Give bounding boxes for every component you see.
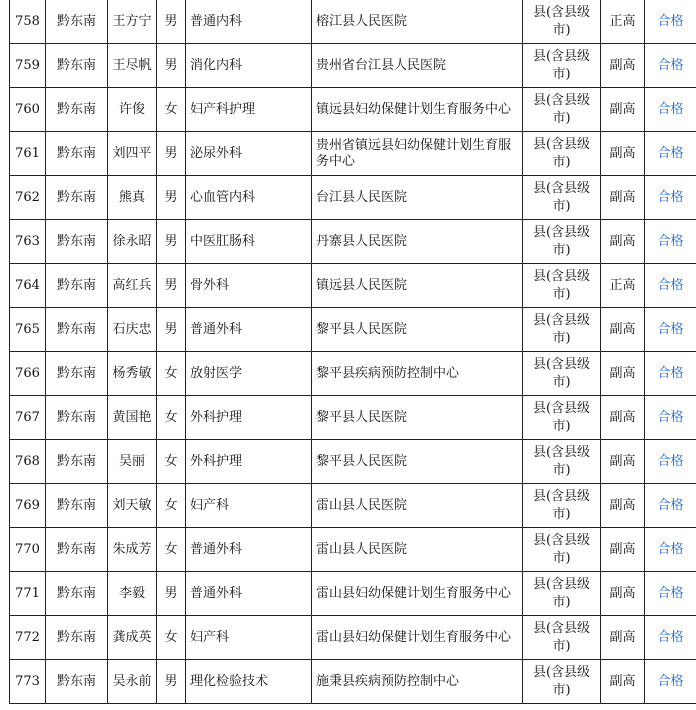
table-row [10,352,696,396]
region-cell: 黔东南 [46,132,108,176]
level-line-2: 市) [552,330,571,346]
sex-cell: 女 [157,440,186,484]
name-cell: 刘四平 [108,132,157,176]
employer-cell: 雷山县人民医院 [312,528,523,572]
table-row [10,572,696,616]
region-cell: 黔东南 [46,264,108,308]
level-line-1: 县(含县级 [532,532,591,548]
title-cell: 副高 [601,396,645,440]
result-cell[interactable]: 合格 [645,484,696,528]
row-number: 758 [10,0,46,44]
name-cell: 龚成英 [108,616,157,660]
result-cell[interactable]: 合格 [645,308,696,352]
title-cell: 副高 [601,132,645,176]
level-line-2: 市) [552,110,571,126]
sex-cell: 男 [157,660,186,704]
employer-cell: 镇远县人民医院 [312,264,523,308]
table-row [10,176,696,220]
name-cell: 李毅 [108,572,157,616]
employer-cell: 贵州省台江县人民医院 [312,44,523,88]
table-row [10,132,696,176]
level-line-2: 市) [552,462,571,478]
sex-cell: 女 [157,88,186,132]
specialty-cell: 妇产科 [186,616,312,660]
region-cell: 黔东南 [46,308,108,352]
level-line-2: 市) [552,550,571,566]
name-cell: 吴丽 [108,440,157,484]
level-line-2: 市) [552,198,571,214]
level-line-1: 县(含县级 [532,400,591,416]
region-cell: 黔东南 [46,440,108,484]
row-number: 768 [10,440,46,484]
level-line-2: 市) [552,154,571,170]
sex-cell: 女 [157,528,186,572]
result-cell[interactable]: 合格 [645,44,696,88]
specialty-cell: 中医肛肠科 [186,220,312,264]
table-row [10,528,696,572]
table-row [10,616,696,660]
sex-cell: 男 [157,132,186,176]
row-number: 760 [10,88,46,132]
level-line-1: 县(含县级 [532,92,591,108]
row-number: 772 [10,616,46,660]
level-cell [523,484,601,528]
employer-cell: 黎平县疾病预防控制中心 [312,352,523,396]
table-row [10,484,696,528]
name-cell: 吴永前 [108,660,157,704]
level-cell [523,132,601,176]
row-number: 770 [10,528,46,572]
name-cell: 王方宁 [108,0,157,44]
sex-cell: 男 [157,264,186,308]
name-cell: 刘天敏 [108,484,157,528]
level-line-1: 县(含县级 [532,4,591,20]
level-line-1: 县(含县级 [532,268,591,284]
region-cell: 黔东南 [46,660,108,704]
table-row [10,88,696,132]
result-cell[interactable]: 合格 [645,88,696,132]
table-row [10,0,696,44]
level-cell [523,440,601,484]
specialty-cell: 妇产科 [186,484,312,528]
results-table-sheet [9,0,696,704]
level-line-1: 县(含县级 [532,224,591,240]
title-cell: 副高 [601,176,645,220]
employer-cell: 贵州省镇远县妇幼保健计划生育服务中心 [312,132,523,176]
level-line-2: 市) [552,594,571,610]
region-cell: 黔东南 [46,176,108,220]
sex-cell: 女 [157,616,186,660]
title-cell: 副高 [601,44,645,88]
sex-cell: 男 [157,572,186,616]
level-cell [523,572,601,616]
region-cell: 黔东南 [46,396,108,440]
region-cell: 黔东南 [46,528,108,572]
employer-cell: 施秉县疾病预防控制中心 [312,660,523,704]
result-cell[interactable]: 合格 [645,660,696,704]
region-cell: 黔东南 [46,44,108,88]
level-cell [523,88,601,132]
title-cell: 正高 [601,0,645,44]
level-cell [523,220,601,264]
employer-cell: 雷山县妇幼保健计划生育服务中心 [312,616,523,660]
level-cell [523,308,601,352]
result-cell[interactable]: 合格 [645,264,696,308]
title-cell: 副高 [601,484,645,528]
specialty-cell: 理化检验技术 [186,660,312,704]
level-line-1: 县(含县级 [532,620,591,636]
table-row [10,220,696,264]
sex-cell: 女 [157,396,186,440]
sex-cell: 男 [157,176,186,220]
level-cell [523,616,601,660]
row-number: 767 [10,396,46,440]
result-cell[interactable]: 合格 [645,176,696,220]
name-cell: 黄国艳 [108,396,157,440]
title-cell: 副高 [601,660,645,704]
employer-cell: 黎平县人民医院 [312,396,523,440]
row-number: 762 [10,176,46,220]
employer-cell: 雷山县人民医院 [312,484,523,528]
specialty-cell: 外科护理 [186,396,312,440]
result-cell[interactable]: 合格 [645,440,696,484]
result-cell[interactable]: 合格 [645,572,696,616]
region-cell: 黔东南 [46,352,108,396]
title-cell: 副高 [601,352,645,396]
specialty-cell: 普通内科 [186,0,312,44]
table-row [10,264,696,308]
employer-cell: 台江县人民医院 [312,176,523,220]
level-line-1: 县(含县级 [532,664,591,680]
region-cell: 黔东南 [46,616,108,660]
title-cell: 副高 [601,528,645,572]
sex-cell: 女 [157,352,186,396]
result-cell[interactable]: 合格 [645,132,696,176]
level-cell [523,352,601,396]
region-cell: 黔东南 [46,484,108,528]
name-cell: 朱成芳 [108,528,157,572]
table-row [10,396,696,440]
title-cell: 副高 [601,572,645,616]
employer-cell: 黎平县人民医院 [312,308,523,352]
specialty-cell: 普通外科 [186,308,312,352]
level-line-1: 县(含县级 [532,576,591,592]
result-cell[interactable]: 合格 [645,528,696,572]
specialty-cell: 骨外科 [186,264,312,308]
employer-cell: 丹寨县人民医院 [312,220,523,264]
specialty-cell: 消化内科 [186,44,312,88]
specialty-cell: 心血管内科 [186,176,312,220]
title-cell: 副高 [601,440,645,484]
title-cell: 副高 [601,616,645,660]
table-row [10,308,696,352]
level-cell [523,396,601,440]
sex-cell: 女 [157,484,186,528]
level-line-1: 县(含县级 [532,48,591,64]
row-number: 761 [10,132,46,176]
level-line-2: 市) [552,506,571,522]
level-cell [523,176,601,220]
region-cell: 黔东南 [46,0,108,44]
employer-cell: 榕江县人民医院 [312,0,523,44]
row-number: 763 [10,220,46,264]
table-row [10,44,696,88]
results-table [9,0,696,704]
name-cell: 熊真 [108,176,157,220]
name-cell: 高红兵 [108,264,157,308]
result-cell[interactable]: 合格 [645,352,696,396]
level-line-1: 县(含县级 [532,312,591,328]
region-cell: 黔东南 [46,572,108,616]
level-line-2: 市) [552,242,571,258]
title-cell: 副高 [601,88,645,132]
sex-cell: 男 [157,308,186,352]
sex-cell: 男 [157,0,186,44]
level-cell [523,264,601,308]
specialty-cell: 放射医学 [186,352,312,396]
result-cell[interactable]: 合格 [645,616,696,660]
sex-cell: 男 [157,220,186,264]
employer-cell: 雷山县妇幼保健计划生育服务中心 [312,572,523,616]
region-cell: 黔东南 [46,220,108,264]
row-number: 765 [10,308,46,352]
level-line-1: 县(含县级 [532,444,591,460]
level-line-2: 市) [552,374,571,390]
level-line-1: 县(含县级 [532,356,591,372]
result-cell[interactable]: 合格 [645,0,696,44]
table-row [10,440,696,484]
row-number: 759 [10,44,46,88]
level-line-2: 市) [552,66,571,82]
sex-cell: 男 [157,44,186,88]
level-cell [523,528,601,572]
level-line-1: 县(含县级 [532,488,591,504]
name-cell: 许俊 [108,88,157,132]
table-body [10,0,696,704]
level-cell [523,44,601,88]
name-cell: 杨秀敏 [108,352,157,396]
employer-cell: 镇远县妇幼保健计划生育服务中心 [312,88,523,132]
row-number: 771 [10,572,46,616]
title-cell: 副高 [601,220,645,264]
row-number: 766 [10,352,46,396]
specialty-cell: 普通外科 [186,572,312,616]
title-cell: 副高 [601,308,645,352]
specialty-cell: 妇产科护理 [186,88,312,132]
result-cell[interactable]: 合格 [645,396,696,440]
level-line-2: 市) [552,682,571,698]
specialty-cell: 外科护理 [186,440,312,484]
level-line-1: 县(含县级 [532,136,591,152]
level-cell [523,0,601,44]
row-number: 769 [10,484,46,528]
name-cell: 徐永昭 [108,220,157,264]
row-number: 764 [10,264,46,308]
result-cell[interactable]: 合格 [645,220,696,264]
row-number: 773 [10,660,46,704]
specialty-cell: 泌尿外科 [186,132,312,176]
name-cell: 王尽帆 [108,44,157,88]
region-cell: 黔东南 [46,88,108,132]
name-cell: 石庆忠 [108,308,157,352]
level-line-2: 市) [552,638,571,654]
title-cell: 正高 [601,264,645,308]
level-line-1: 县(含县级 [532,180,591,196]
level-line-2: 市) [552,286,571,302]
table-row [10,660,696,704]
employer-cell: 黎平县人民医院 [312,440,523,484]
specialty-cell: 普通外科 [186,528,312,572]
level-line-2: 市) [552,418,571,434]
level-cell [523,660,601,704]
level-line-2: 市) [552,22,571,38]
